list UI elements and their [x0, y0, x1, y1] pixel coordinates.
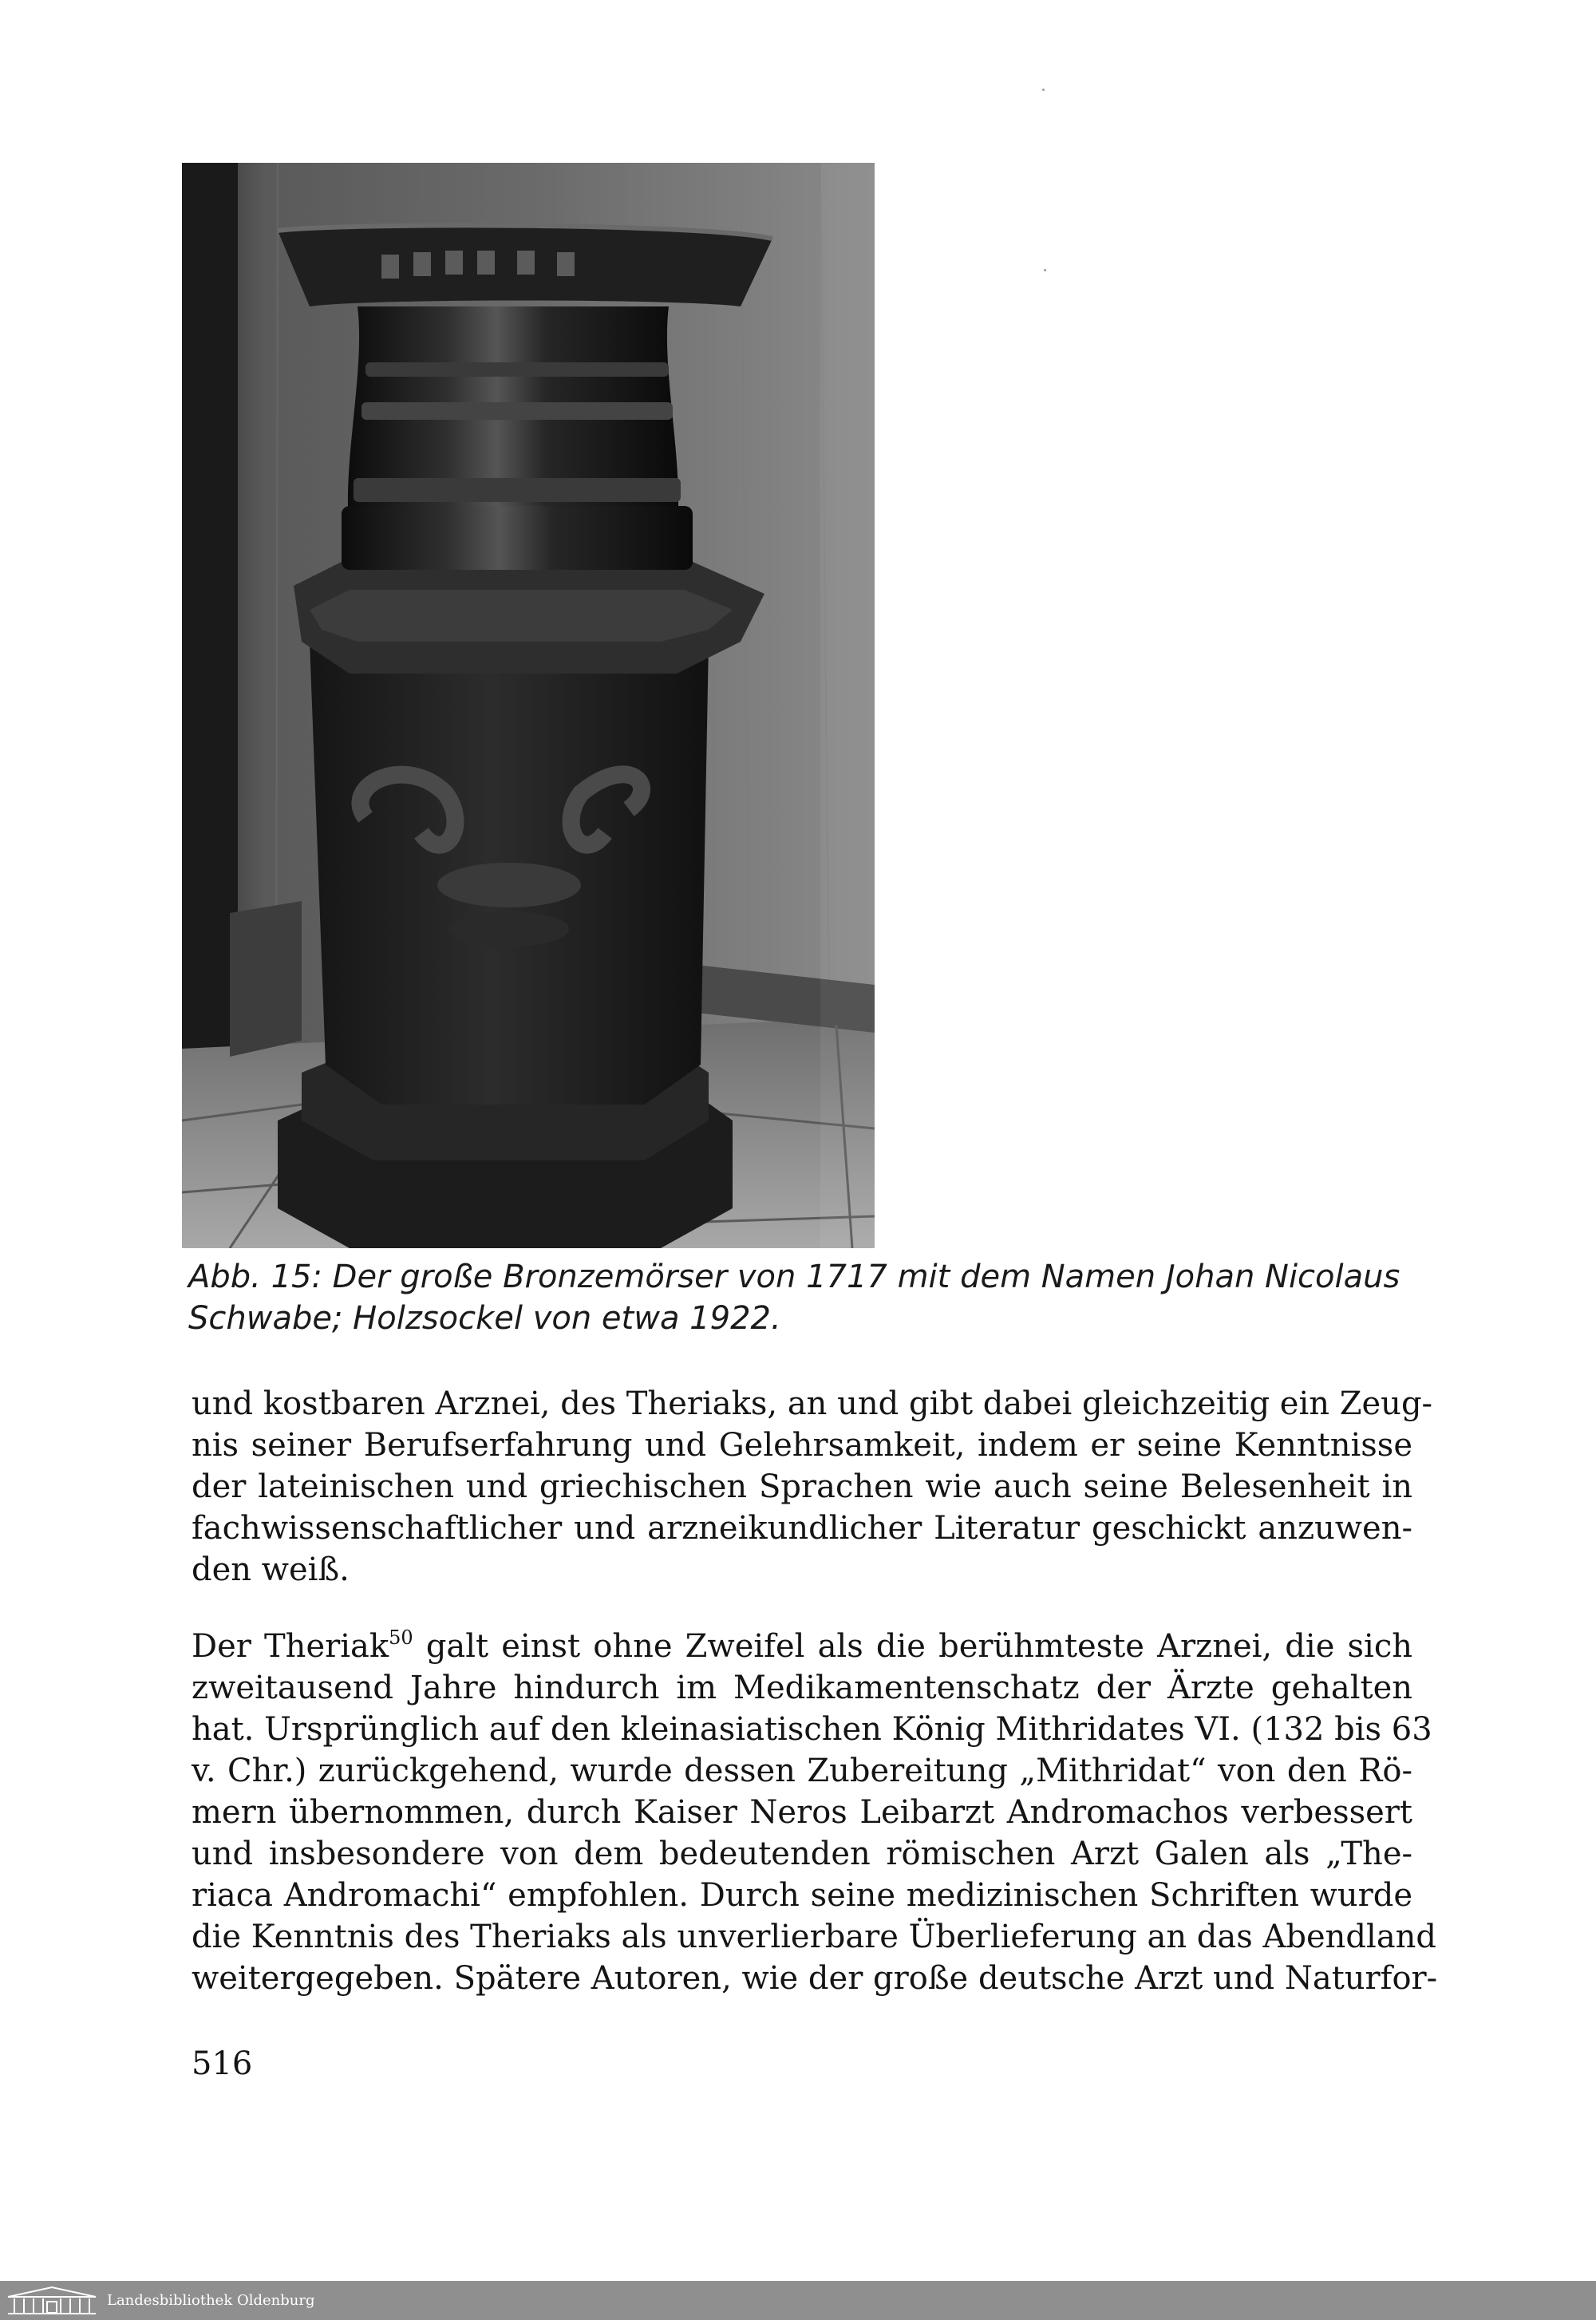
text-line: nis seiner Berufserfahrung und Gelehrsamkeit, indem er seine Kenntnisse	[192, 1427, 1412, 1464]
library-name: Landesbibliothek Oldenburg	[107, 2292, 315, 2309]
text-line: und insbesondere von dem bedeutenden römischen Arzt Galen als „The-	[192, 1836, 1412, 1872]
text-line: den weiß.	[192, 1551, 350, 1588]
bronze-mortar-photo	[182, 163, 875, 1248]
text-line: fachwissenschaftlicher und arzneikundlicher Literatur geschickt anzuwen-	[192, 1510, 1412, 1547]
text-line: und kostbaren Arznei, des Theriaks, an und gibt dabei gleichzeitig ein Zeug-	[192, 1385, 1433, 1422]
library-footer-bar	[0, 2281, 1596, 2320]
text-fragment: galt einst ohne Zweifel als die berühmteste Arznei, die sich	[413, 1628, 1412, 1665]
page-speck	[1044, 269, 1046, 271]
text-line: v. Chr.) zurückgehend, wurde dessen Zubereitung „Mithridat“ von den Rö-	[192, 1753, 1412, 1789]
figure-caption	[188, 1256, 1433, 1339]
page-speck	[1042, 89, 1045, 91]
caption-line: Schwabe; Holzsockel von etwa 1922.	[188, 1300, 781, 1337]
library-building-icon	[5, 2286, 99, 2316]
text-line: zweitausend Jahre hindurch im Medikamentenschatz der Ärzte gehalten	[192, 1670, 1412, 1706]
page-number: 516	[192, 2045, 253, 2082]
text-line: hat. Ursprünglich auf den kleinasiatischen König Mithridates VI. (132 bis 63	[192, 1711, 1432, 1748]
footnote-marker: 50	[389, 1626, 413, 1649]
caption-line: Abb. 15: Der große Bronzemörser von 1717 mit dem Namen Johan Nicolaus	[188, 1259, 1400, 1295]
text-line: der lateinischen und griechischen Sprachen wie auch seine Belesenheit in	[192, 1468, 1412, 1505]
text-line: riaca Andromachi“ empfohlen. Durch seine medizinischen Schriften wurde	[192, 1877, 1412, 1914]
text-line-with-footnote	[192, 1626, 1412, 1667]
text-line: mern übernommen, durch Kaiser Neros Leibarzt Andromachos verbessert	[192, 1794, 1412, 1831]
paragraph-1	[192, 1383, 1433, 1591]
text-fragment: Der Theriak	[192, 1628, 389, 1665]
text-line: die Kenntnis des Theriaks als unverlierbare Überlieferung an das Abendland	[192, 1919, 1437, 1955]
paragraph-2	[192, 1626, 1438, 1999]
text-line: weitergegeben. Spätere Autoren, wie der große deutsche Arzt und Naturfor-	[192, 1960, 1438, 1997]
